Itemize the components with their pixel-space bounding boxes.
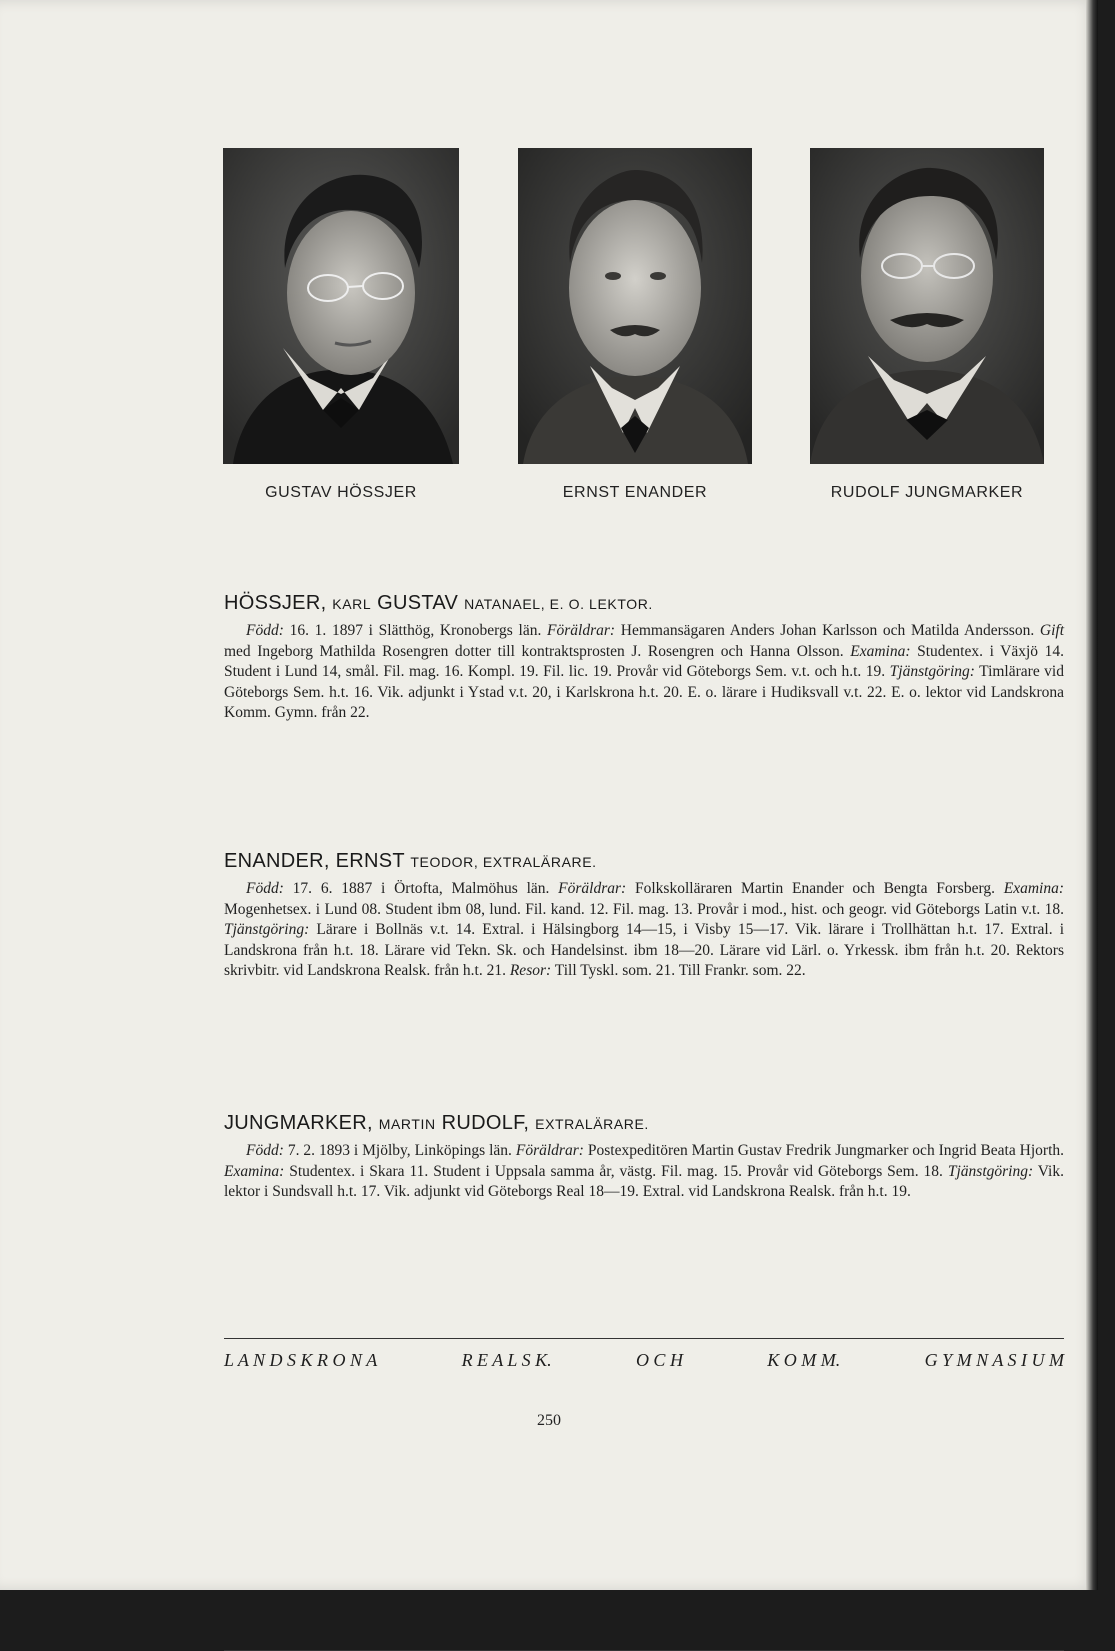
label-gift: Gift bbox=[1039, 622, 1065, 639]
footer-word: L A N D S K R O N A bbox=[224, 1350, 378, 1370]
surname: JUNGMARKER, bbox=[224, 1112, 373, 1134]
footer-word: G Y M N A S I U M bbox=[924, 1350, 1064, 1370]
given-name: KARL bbox=[332, 596, 372, 612]
title: NATANAEL, E. O. LEKTOR. bbox=[464, 596, 653, 612]
surname: HÖSSJER, bbox=[224, 592, 327, 614]
label-examina: Examina: bbox=[1003, 880, 1065, 897]
label-tjanstgoring: Tjänstgöring: bbox=[947, 1162, 1034, 1180]
portrait-with-glasses-icon bbox=[223, 148, 459, 464]
photo-caption: GUSTAV HÖSSJER bbox=[265, 484, 417, 501]
portrait-moustache-icon bbox=[518, 148, 752, 464]
call-name: GUSTAV bbox=[377, 592, 459, 614]
birth-text: 17. 6. 1887 i Örtofta, Malmöhus län. bbox=[292, 880, 550, 897]
entry-heading bbox=[224, 1112, 1064, 1135]
parents-text: Postexpeditören Martin Gustav Fredrik Jungmarker och Ingrid Beata Hjorth. bbox=[587, 1142, 1065, 1159]
page-number: 250 bbox=[537, 1412, 561, 1429]
birth-text: 7. 2. 1893 i Mjölby, Linköpings län. bbox=[287, 1142, 512, 1159]
label-foraldrar: Föräldrar: bbox=[515, 1142, 584, 1159]
entry-text bbox=[224, 621, 1064, 724]
service-text: Vik. lektor i Sundsvall h.t. 17. Vik. adjunkt vid Göteborgs Real 18—19. Extral. vid Landskrona Realsk. från h.t. 19. bbox=[224, 1162, 1064, 1200]
portrait-glasses-moustache-icon bbox=[810, 148, 1044, 464]
biography-entry bbox=[224, 850, 1064, 982]
parents-text: Hemmansägaren Anders Johan Karlsson och Matilda Andersson. bbox=[620, 622, 1035, 639]
running-footer bbox=[224, 1350, 1064, 1371]
label-tjanstgoring: Tjänstgöring: bbox=[889, 663, 975, 680]
label-foraldrar: Föräldrar: bbox=[558, 880, 627, 897]
title: TEODOR, EXTRALÄRARE. bbox=[410, 854, 597, 870]
entry-text bbox=[224, 1141, 1064, 1203]
biography-entry bbox=[224, 592, 1064, 724]
exams-text: Studentex. i Växjö 14. Student i Lund 14, smål. Fil. mag. 16. Kompl. 19. Fil. lic. 19. Provår vid Göteborgs Sem. v.t. och h.t. 19. bbox=[224, 642, 1065, 680]
given-name: MARTIN bbox=[378, 1116, 436, 1132]
label-tjanstgoring: Tjänstgöring: bbox=[224, 921, 310, 938]
label-fodd: Född: bbox=[246, 880, 284, 897]
surname: ENANDER, bbox=[224, 850, 330, 872]
footer-word: O C H bbox=[635, 1350, 683, 1370]
service-text: Lärare i Bollnäs v.t. 14. Extral. i Hälsingborg 14—15, i Visby 15—17. Vik. lärare i Trollhättan h.t. 17. Extral. i Landskrona från h.t. 18. Lärare vid Tekn. Sk. och Handelsinst. ibm 18—20. Lärare vid Lärl. o. Yrkessk. ibm från h.t. 20. Rektors skrivbitr. vid Landskrona Realsk. från h.t. 21. bbox=[224, 921, 1064, 979]
photo-caption: ERNST ENANDER bbox=[562, 484, 708, 501]
service-text: Timlärare vid Göteborgs Sem. h.t. 16. Vik. adjunkt i Ystad v.t. 20, i Karlskrona h.t. 20. E. o. lärare i Hudiksvall v.t. 22. E. o. lektor vid Landskrona Komm. Gymn. från 22. bbox=[224, 663, 1064, 721]
label-examina: Examina: bbox=[850, 642, 911, 660]
portrait-photo-jungmarker bbox=[810, 148, 1044, 464]
birth-text: 16. 1. 1897 i Slätthög, Kronobergs län. bbox=[289, 622, 542, 639]
footer-word: R E A L S K. bbox=[461, 1350, 552, 1370]
call-name: ERNST bbox=[335, 850, 405, 872]
parents-text: Folkskolläraren Martin Enander och Bengta Forsberg. bbox=[635, 880, 995, 897]
label-fodd: Född: bbox=[246, 1142, 284, 1159]
title: EXTRALÄRARE. bbox=[535, 1116, 649, 1132]
book-spine-edge bbox=[1086, 0, 1098, 1590]
footer-divider bbox=[224, 1338, 1064, 1339]
label-foraldrar: Föräldrar: bbox=[547, 622, 616, 639]
exams-text: Studentex. i Skara 11. Student i Uppsala samma år, västg. Fil. mag. 15. Provår vid Göteborgs Sem. 18. bbox=[289, 1162, 943, 1180]
portrait-photo-enander bbox=[518, 148, 752, 464]
entry-heading bbox=[224, 850, 1064, 873]
exams-text: Mogenhetsex. i Lund 08. Student ibm 08, lund. Fil. kand. 12. Fil. mag. 13. Provår i mod., hist. och geogr. vid Göteborgs Latin v.t. 18. bbox=[224, 900, 1064, 918]
call-name: RUDOLF, bbox=[441, 1112, 530, 1134]
marriage-text: med Ingeborg Mathilda Rosengren dotter till kontraktsprosten J. Rosengren och Hanna Olsson. bbox=[224, 642, 844, 660]
entry-heading bbox=[224, 592, 1064, 615]
photo-caption: RUDOLF JUNGMARKER bbox=[830, 484, 1024, 501]
travel-text: Till Tyskl. som. 21. Till Frankr. som. 22. bbox=[554, 962, 806, 979]
label-resor: Resor: bbox=[509, 962, 552, 979]
entry-text bbox=[224, 879, 1064, 982]
label-fodd: Född: bbox=[246, 622, 284, 639]
biography-entry bbox=[224, 1112, 1064, 1203]
label-examina: Examina: bbox=[224, 1162, 285, 1180]
portrait-photo-hossjer bbox=[223, 148, 459, 464]
footer-word: K O M M. bbox=[767, 1350, 841, 1370]
